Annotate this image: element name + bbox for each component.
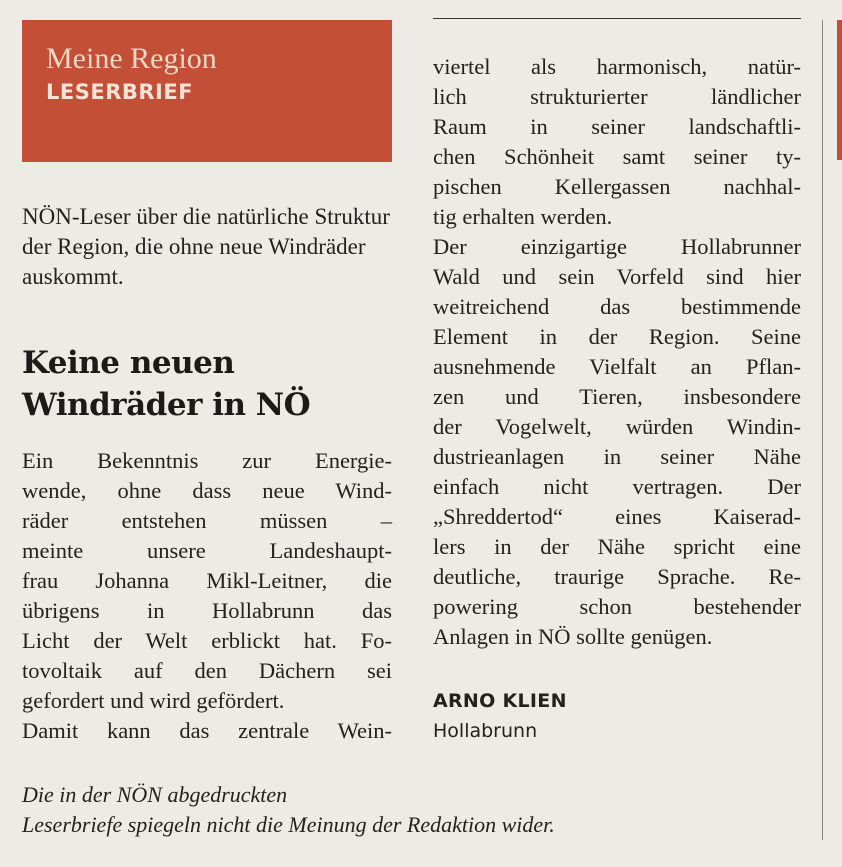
body-line: ausnehmende Vielfalt an Pflan- [433, 354, 801, 379]
body-line: zen und Tieren, insbesondere [433, 384, 801, 409]
body-line: dustrieanlagen in seiner Nähe [433, 444, 801, 469]
body-line: „Shreddertod“ eines Kaiserad- [433, 504, 801, 529]
headline-line-2: Windräder in NÖ [22, 387, 311, 423]
body-line: tig erhalten werden. [433, 204, 613, 229]
disclaimer-line-2: Leserbriefe spiegeln nicht die Meinung der Redaktion wider. [22, 812, 555, 837]
adjacent-article-strip [837, 20, 842, 160]
body-line: räder entstehen müssen – [22, 508, 392, 533]
body-line: weitreichend das bestimmende [433, 294, 801, 319]
body-line: Raum in seiner landschaftli- [433, 114, 801, 139]
author-place: Hollabrunn [433, 720, 538, 742]
teaser-text: NÖN-Leser über die natürliche Struktur der Region, die ohne neue Windräder auskommt. [22, 204, 390, 289]
section-kicker: LESERBRIEF [46, 80, 194, 104]
body-column-left [22, 446, 392, 746]
body-line: Der einzigartige Hollabrunner [433, 234, 801, 259]
body-line: Licht der Welt erblickt hat. Fo- [22, 628, 392, 653]
body-line: Anlagen in NÖ sollte genügen. [433, 624, 713, 649]
body-line: viertel als harmonisch, natür- [433, 54, 801, 79]
body-line: übrigens in Hollabrunn das [22, 598, 392, 623]
body-line: der Vogelwelt, würden Windin- [433, 414, 801, 439]
body-line: wende, ohne dass neue Wind- [22, 478, 392, 503]
body-line: lich strukturierter ländlicher [433, 84, 801, 109]
body-line: einfach nicht vertragen. Der [433, 474, 801, 499]
body-line: powering schon bestehender [433, 594, 801, 619]
column-divider [822, 20, 823, 840]
body-line: tovoltaik auf den Dächern sei [22, 658, 392, 683]
body-line: chen Schönheit samt seiner ty- [433, 144, 801, 169]
body-line: deutliche, traurige Sprache. Re- [433, 564, 801, 589]
top-rule [433, 18, 801, 19]
author-name: ARNO KLIEN [433, 690, 567, 712]
body-line: Wald und sein Vorfeld sind hier [433, 264, 801, 289]
body-line: Element in der Region. Seine [433, 324, 801, 349]
body-line: frau Johanna Mikl-Leitner, die [22, 568, 392, 593]
body-line: Damit kann das zentrale Wein- [22, 718, 392, 743]
body-line: meinte unsere Landeshaupt- [22, 538, 392, 563]
headline-line-1: Keine neuen [22, 345, 235, 381]
body-line: gefordert und wird gefördert. [22, 688, 285, 713]
body-line: Ein Bekenntnis zur Energie- [22, 448, 392, 473]
disclaimer-line-1: Die in der NÖN abgedruckten [22, 782, 288, 807]
editorial-disclaimer [22, 780, 802, 840]
section-title: Meine Region [46, 42, 217, 75]
section-header-box [22, 20, 392, 162]
body-column-right [433, 52, 801, 652]
body-line: lers in der Nähe spricht eine [433, 534, 801, 559]
body-line: pischen Kellergassen nachhal- [433, 174, 801, 199]
article-headline [22, 342, 402, 426]
